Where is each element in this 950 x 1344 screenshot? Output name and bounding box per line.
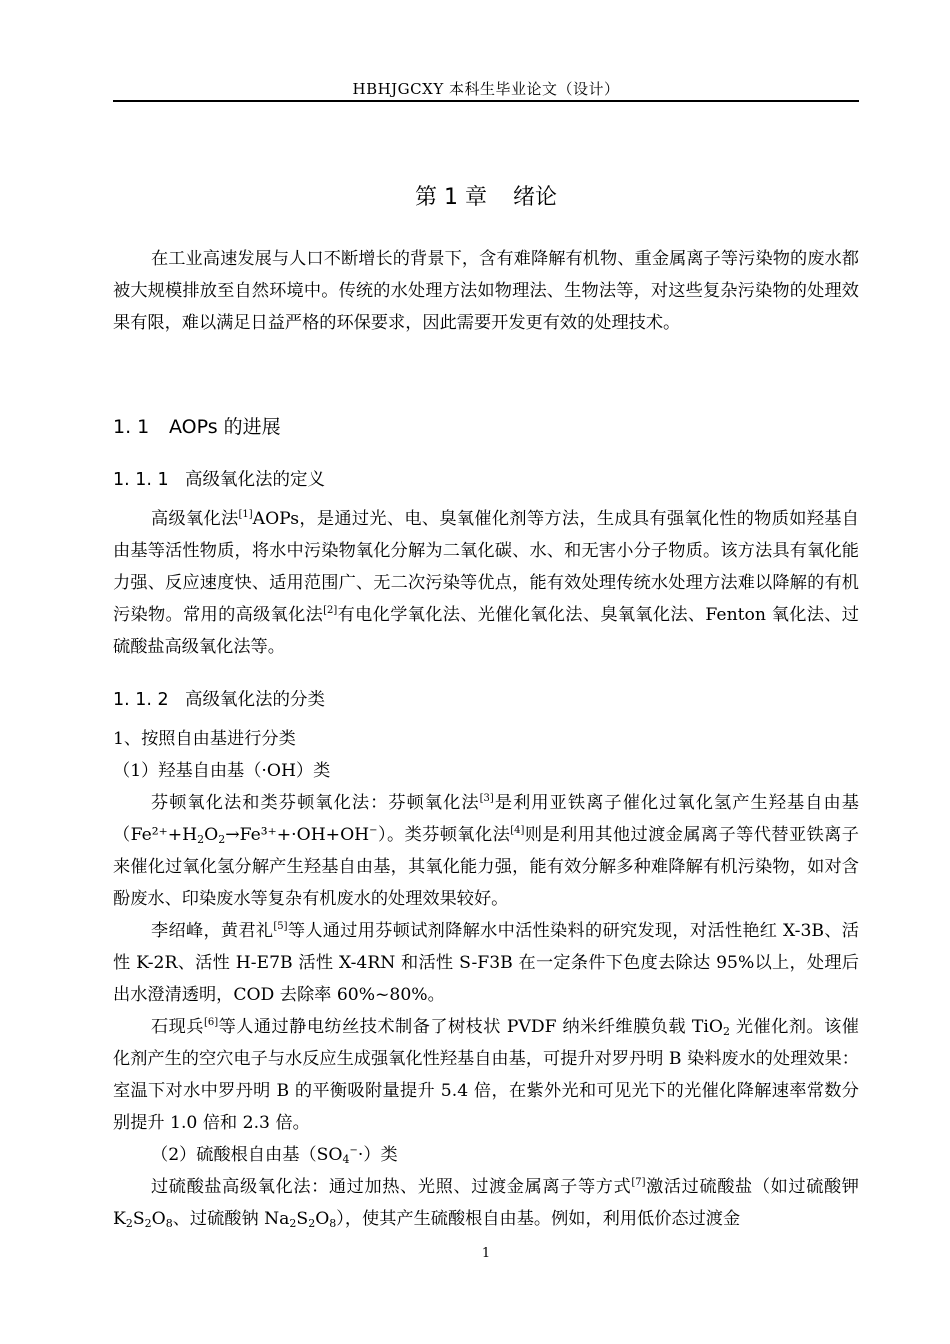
citation: [3] (479, 793, 494, 804)
chapter-title (113, 180, 859, 211)
section-number: 1. 1 (113, 416, 150, 438)
page-number: 1 (481, 1246, 491, 1261)
subscript: 2 (218, 833, 226, 846)
subscript: 2 (197, 833, 205, 846)
section-heading-1-1-2 (113, 686, 859, 711)
subscript: 2 (125, 1217, 133, 1230)
fenton-paragraph (113, 787, 859, 915)
list-item: 1、按照自由基进行分类 (113, 729, 296, 749)
superscript: − (349, 1145, 358, 1156)
citation: [1] (238, 509, 253, 520)
formula: S (132, 1209, 145, 1229)
subscript: 4 (342, 1153, 350, 1166)
formula: →Fe³⁺+·OH+OH (225, 825, 370, 845)
list-item: （1）羟基自由基（·OH）类 (113, 761, 331, 781)
text-run: ·）类 (357, 1145, 398, 1165)
subscript: 2 (722, 1025, 730, 1038)
subscript: 8 (329, 1217, 337, 1230)
subscript: 2 (144, 1217, 152, 1230)
text-run: 等人通过静电纺丝技术制备了树枝状 PVDF 纳米纤维膜负载 TiO (218, 1017, 723, 1037)
text-run: 激活过硫酸盐（如过硫酸钾 K (113, 1177, 859, 1229)
section-number: 1. 1. 1 (113, 470, 169, 490)
superscript: − (369, 825, 378, 836)
section-title: 高级氧化法的分类 (185, 690, 325, 710)
section-heading-1-1-1 (113, 466, 859, 491)
text-run: 有电化学氧化法、光催化氧化法、臭氧氧化法、Fenton 氧化法、过硫酸盐高级氧化法等。 (113, 605, 859, 657)
definition-paragraph (113, 503, 859, 663)
subscript: 2 (289, 1217, 297, 1230)
intro-paragraph: 在工业高速发展与人口不断增长的背景下，含有难降解有机物、重金属离子等污染物的废水都被大规模排放至自然环境中。传统的水处理方法如物理法、生物法等，对这些复杂污染物的处理效果有限，难以满足日益严格的环保要求，因此需要开发更有效的处理技术。 (113, 249, 859, 333)
formula: O (204, 825, 219, 845)
chapter-label: 第 1 章 (415, 185, 487, 210)
formula: S (296, 1209, 309, 1229)
text-run: 高级氧化法 (151, 509, 239, 529)
section-heading-1-1 (113, 412, 859, 439)
text-run: 光催化剂。该催化剂产生的空穴电子与水反应生成强氧化性羟基自由基，可提升对罗丹明 B 染料废水的处理效果：室温下对水中罗丹明 B 的平衡吸附量提升 5.4 倍，在紫外光和可见光下的光催化降解速率常数分别提升 1.0 倍和 2.3 倍。 (113, 1017, 859, 1133)
chapter-name: 绪论 (512, 185, 557, 210)
citation: [5] (273, 921, 288, 932)
formula: O (151, 1209, 166, 1229)
text-run: 芬顿氧化法和类芬顿氧化法：芬顿氧化法 (151, 793, 480, 813)
subscript: 8 (165, 1217, 173, 1230)
text-run: 是利用亚铁离子催化过氧化氢产生羟基自由基（ (113, 793, 859, 845)
section-number: 1. 1. 2 (113, 690, 169, 710)
formula: Fe²⁺+H (130, 825, 198, 845)
text-run: 石现兵 (151, 1017, 204, 1037)
persulfate-paragraph (113, 1171, 859, 1235)
li-paragraph (113, 915, 859, 1011)
text-run: ），使其产生硫酸根自由基。例如，利用低价态过渡金 (336, 1209, 741, 1229)
section-title: 高级氧化法的定义 (185, 470, 325, 490)
text-run: 则是利用其他过渡金属离子等代替亚铁离子来催化过氧化氢分解产生羟基自由基，其氧化能力强，能有效分解多种难降解有机污染物，如对含酚废水、印染废水等复杂有机废水的处理效果较好。 (113, 825, 859, 909)
subscript: 2 (308, 1217, 316, 1230)
text-run: AOPs，是通过光、电、臭氧催化剂等方法，生成具有强氧化性的物质如羟基自由基等活性物质，将水中污染物氧化分解为二氧化碳、水、和无害小分子物质。该方法具有氧化能力强、反应速度快、适用范围广、无二次污染等优点，能有效处理传统水处理方法难以降解的有机污染物。常用的高级氧化法 (113, 509, 859, 625)
citation: [7] (631, 1177, 646, 1188)
text-run: 李绍峰，黄君礼 (151, 921, 274, 941)
text-run: （2）硫酸根自由基（SO (151, 1145, 343, 1165)
running-header: HBHJGCXY 本科生毕业论文（设计） (352, 80, 620, 98)
citation: [2] (323, 605, 338, 616)
list-item (113, 1139, 859, 1171)
text-run: 、过硫酸钠 Na (172, 1209, 290, 1229)
text-run: 过硫酸盐高级氧化法：通过加热、光照、过渡金属离子等方式 (151, 1177, 632, 1197)
text-run: 等人通过用芬顿试剂降解水中活性染料的研究发现，对活性艳红 X-3B、活性 K-2R、活性 H-E7B 活性 X-4RN 和活性 S-F3B 在一定条件下色度去除达 95%以上，处理后出水澄清透明，COD 去除率 60%~80%。 (113, 921, 859, 1005)
text-run: ）。类芬顿氧化法 (377, 825, 511, 845)
header-rule (113, 100, 859, 102)
shi-paragraph (113, 1011, 859, 1139)
formula: O (315, 1209, 330, 1229)
citation: [4] (510, 825, 525, 836)
citation: [6] (203, 1017, 219, 1028)
section-title: AOPs 的进展 (169, 416, 281, 438)
